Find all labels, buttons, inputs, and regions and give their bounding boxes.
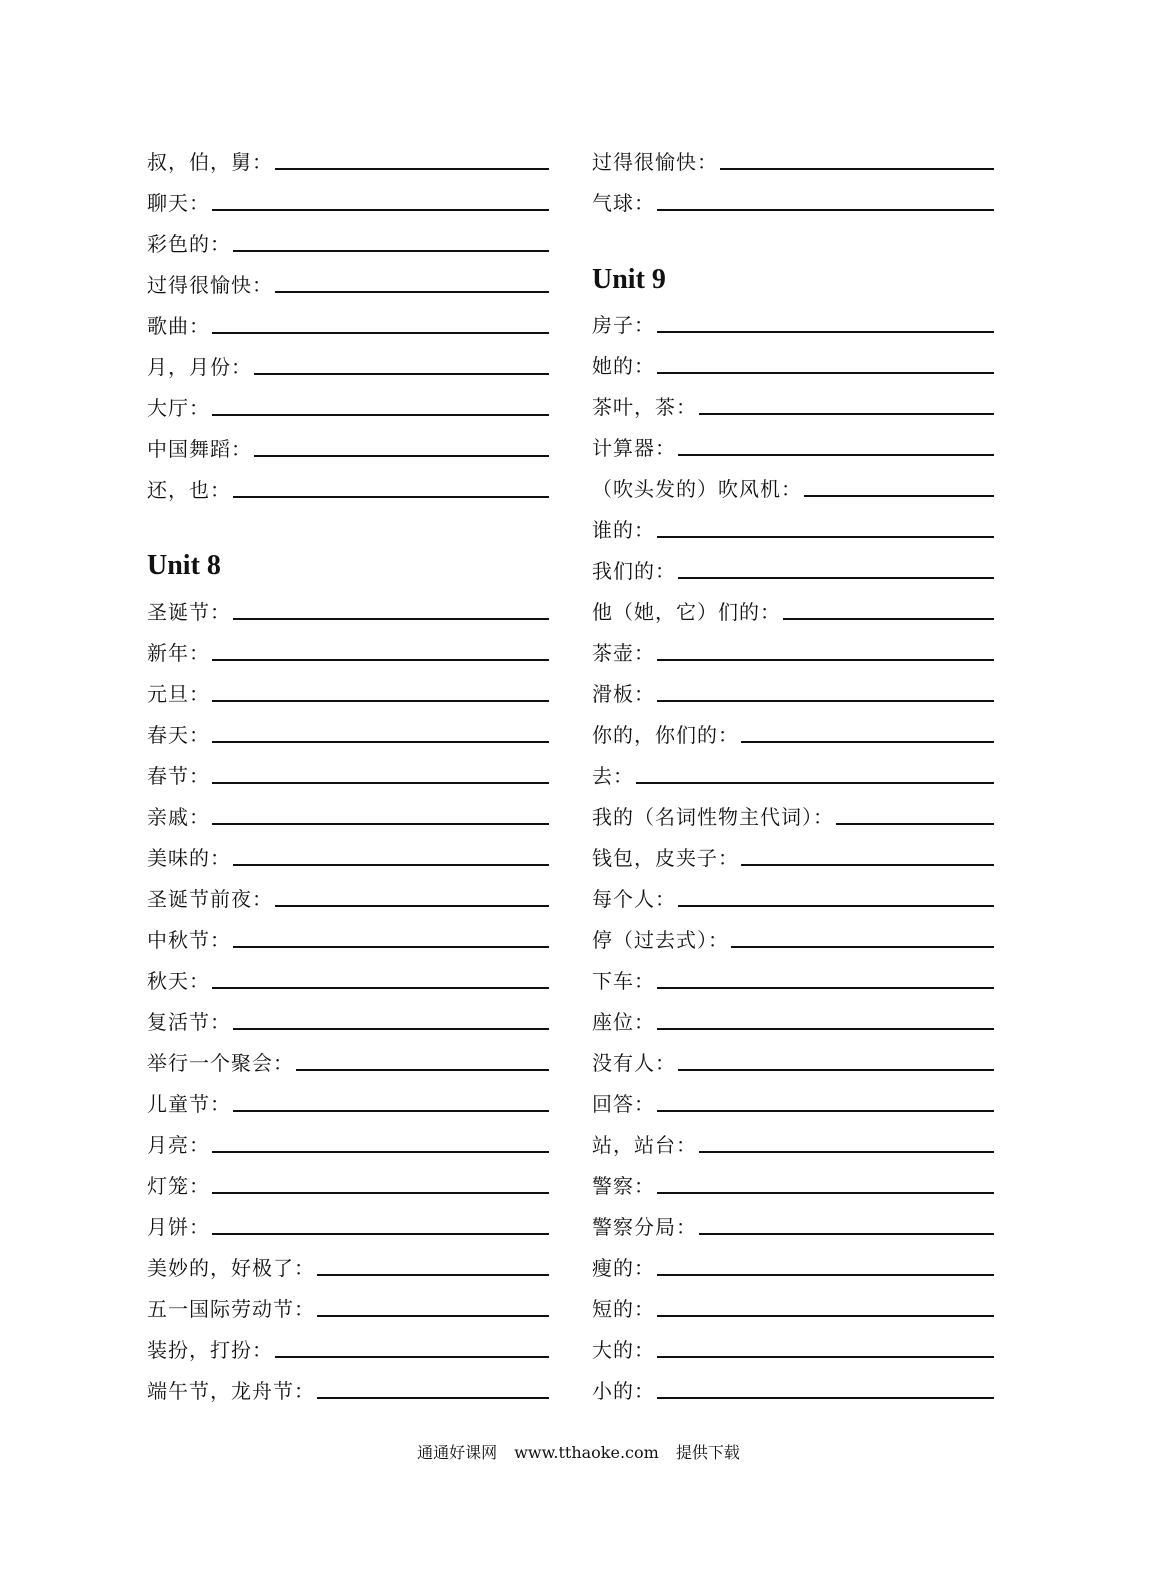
vocab-label: 下车：: [592, 969, 655, 993]
vocab-label: 气球：: [592, 191, 655, 215]
vocab-label: 房子：: [592, 313, 655, 337]
vocab-row: [147, 1127, 549, 1157]
vocab-label: 中秋节：: [147, 928, 231, 952]
answer-blank-line[interactable]: [699, 1151, 994, 1153]
vocab-label: 短的：: [592, 1297, 655, 1321]
answer-blank-line[interactable]: [233, 618, 549, 620]
answer-blank-line[interactable]: [212, 782, 549, 784]
answer-blank-line[interactable]: [275, 905, 549, 907]
vocab-row: [147, 185, 549, 215]
vocab-label: 茶叶，茶：: [592, 395, 697, 419]
vocab-row: [592, 881, 994, 911]
vocab-label: 举行一个聚会：: [147, 1051, 294, 1075]
answer-blank-line[interactable]: [212, 823, 549, 825]
answer-blank-line[interactable]: [657, 1356, 994, 1358]
vocab-row: [592, 348, 994, 378]
vocab-label: 秋天：: [147, 969, 210, 993]
answer-blank-line[interactable]: [317, 1315, 549, 1317]
answer-blank-line[interactable]: [699, 413, 994, 415]
answer-blank-line[interactable]: [657, 331, 994, 333]
vocab-row: [147, 390, 549, 420]
answer-blank-line[interactable]: [317, 1274, 549, 1276]
answer-blank-line[interactable]: [275, 1356, 549, 1358]
answer-blank-line[interactable]: [804, 495, 994, 497]
vocab-row: [147, 1250, 549, 1280]
vocab-row: [147, 472, 549, 502]
vocab-row: [592, 1004, 994, 1034]
vocab-label: 元旦：: [147, 682, 210, 706]
vocab-label: 你的，你们的：: [592, 723, 739, 747]
vocab-label: 圣诞节：: [147, 600, 231, 624]
answer-blank-line[interactable]: [657, 1274, 994, 1276]
vocab-label: 春节：: [147, 764, 210, 788]
vocab-label: 大的：: [592, 1338, 655, 1362]
vocab-row: [147, 226, 549, 256]
vocab-row: [592, 1250, 994, 1280]
vocab-row: [592, 389, 994, 419]
vocab-row: [592, 1291, 994, 1321]
answer-blank-line[interactable]: [233, 496, 549, 498]
vocab-row: [147, 431, 549, 461]
answer-blank-line[interactable]: [212, 209, 549, 211]
answer-blank-line[interactable]: [212, 1151, 549, 1153]
vocab-label: 复活节：: [147, 1010, 231, 1034]
vocab-row: [592, 963, 994, 993]
footer-url: www.tthaoke.com: [514, 1443, 659, 1462]
answer-blank-line[interactable]: [657, 1315, 994, 1317]
vocab-label: 过得很愉快：: [147, 273, 273, 297]
vocab-row: [147, 1373, 549, 1403]
vocab-label: 警察：: [592, 1174, 655, 1198]
vocab-row: [592, 799, 994, 829]
answer-blank-line[interactable]: [657, 536, 994, 538]
vocab-label: 我们的：: [592, 559, 676, 583]
answer-blank-line[interactable]: [275, 168, 549, 170]
vocab-label: 没有人：: [592, 1051, 676, 1075]
vocab-label: 站，站台：: [592, 1133, 697, 1157]
answer-blank-line[interactable]: [657, 372, 994, 374]
vocab-label: 她的：: [592, 354, 655, 378]
vocab-label: 我的（名词性物主代词）：: [592, 805, 834, 829]
vocab-label: 聊天：: [147, 191, 210, 215]
page-footer: [0, 1443, 1157, 1463]
vocab-label: 新年：: [147, 641, 210, 665]
answer-blank-line[interactable]: [212, 987, 549, 989]
vocab-label: 他（她，它）们的：: [592, 600, 781, 624]
vocab-label: 中国舞蹈：: [147, 437, 252, 461]
vocab-label: 小的：: [592, 1379, 655, 1403]
answer-blank-line[interactable]: [699, 1233, 994, 1235]
vocab-label: 叔，伯，舅：: [147, 150, 273, 174]
vocab-row: [592, 1332, 994, 1362]
answer-blank-line[interactable]: [741, 741, 994, 743]
vocab-label: 钱包，皮夹子：: [592, 846, 739, 870]
vocab-row: [592, 1168, 994, 1198]
vocab-label: （吹头发的）吹风机：: [592, 477, 802, 501]
vocab-label: 过得很愉快：: [592, 150, 718, 174]
answer-blank-line[interactable]: [720, 168, 994, 170]
answer-blank-line[interactable]: [212, 1233, 549, 1235]
vocab-label: 春天：: [147, 723, 210, 747]
answer-blank-line[interactable]: [233, 250, 549, 252]
answer-blank-line[interactable]: [657, 209, 994, 211]
vocab-row: [147, 676, 549, 706]
vocab-label: 儿童节：: [147, 1092, 231, 1116]
vocab-row: [147, 840, 549, 870]
vocab-label: 计算器：: [592, 436, 676, 460]
vocab-label: 亲戚：: [147, 805, 210, 829]
vocab-row: [592, 185, 994, 215]
answer-blank-line[interactable]: [212, 659, 549, 661]
answer-blank-line[interactable]: [657, 700, 994, 702]
vocab-row: [592, 758, 994, 788]
vocab-label: 警察分局：: [592, 1215, 697, 1239]
vocab-label: 滑板：: [592, 682, 655, 706]
vocab-row: [592, 430, 994, 460]
vocab-row: [147, 1332, 549, 1362]
vocab-label: 歌曲：: [147, 314, 210, 338]
answer-blank-line[interactable]: [657, 987, 994, 989]
answer-blank-line[interactable]: [254, 373, 549, 375]
footer-suffix: 提供下载: [675, 1443, 740, 1462]
vocab-row: [147, 349, 549, 379]
vocab-label: 大厅：: [147, 396, 210, 420]
answer-blank-line[interactable]: [233, 864, 549, 866]
vocab-label: 每个人：: [592, 887, 676, 911]
vocab-row: [147, 267, 549, 297]
vocab-row: [147, 1209, 549, 1239]
vocab-label: 彩色的：: [147, 232, 231, 256]
vocab-row: [147, 1045, 549, 1075]
vocab-row: [147, 758, 549, 788]
vocab-row: [592, 307, 994, 337]
unit-9-heading: Unit 9: [592, 264, 666, 295]
vocab-row: [147, 1086, 549, 1116]
vocab-row: [147, 1004, 549, 1034]
vocab-row: [592, 1127, 994, 1157]
vocab-label: 装扮，打扮：: [147, 1338, 273, 1362]
answer-blank-line[interactable]: [657, 659, 994, 661]
answer-blank-line[interactable]: [678, 905, 994, 907]
vocab-label: 茶壶：: [592, 641, 655, 665]
answer-blank-line[interactable]: [678, 454, 994, 456]
vocab-row: [592, 512, 994, 542]
answer-blank-line[interactable]: [836, 823, 994, 825]
vocab-label: 圣诞节前夜：: [147, 887, 273, 911]
answer-blank-line[interactable]: [678, 577, 994, 579]
vocab-label: 灯笼：: [147, 1174, 210, 1198]
answer-blank-line[interactable]: [212, 332, 549, 334]
answer-blank-line[interactable]: [212, 414, 549, 416]
vocab-row: [592, 635, 994, 665]
vocab-label: 瘦的：: [592, 1256, 655, 1280]
vocab-row: [147, 881, 549, 911]
answer-blank-line[interactable]: [254, 455, 549, 457]
answer-blank-line[interactable]: [233, 1028, 549, 1030]
answer-blank-line[interactable]: [657, 1397, 994, 1399]
answer-blank-line[interactable]: [233, 1110, 549, 1112]
answer-blank-line[interactable]: [657, 1028, 994, 1030]
vocab-row: [592, 1086, 994, 1116]
answer-blank-line[interactable]: [678, 1069, 994, 1071]
vocab-row: [592, 1209, 994, 1239]
answer-blank-line[interactable]: [317, 1397, 549, 1399]
vocab-row: [147, 308, 549, 338]
vocab-row: [592, 1045, 994, 1075]
answer-blank-line[interactable]: [212, 1192, 549, 1194]
vocab-row: [592, 676, 994, 706]
answer-blank-line[interactable]: [657, 1192, 994, 1194]
vocab-row: [147, 635, 549, 665]
answer-blank-line[interactable]: [741, 864, 994, 866]
vocab-row: [147, 144, 549, 174]
vocab-row: [147, 1291, 549, 1321]
answer-blank-line[interactable]: [731, 946, 994, 948]
answer-blank-line[interactable]: [783, 618, 994, 620]
vocab-label: 停（过去式）：: [592, 928, 729, 952]
footer-site-name: 通通好课网: [417, 1443, 498, 1462]
answer-blank-line[interactable]: [657, 1110, 994, 1112]
vocab-label: 谁的：: [592, 518, 655, 542]
answer-blank-line[interactable]: [212, 741, 549, 743]
vocab-row: [147, 1168, 549, 1198]
vocab-row: [147, 963, 549, 993]
answer-blank-line[interactable]: [212, 700, 549, 702]
vocab-row: [592, 922, 994, 952]
vocab-label: 五一国际劳动节：: [147, 1297, 315, 1321]
vocab-label: 端午节，龙舟节：: [147, 1379, 315, 1403]
vocab-row: [592, 1373, 994, 1403]
unit-8-heading: Unit 8: [147, 550, 221, 581]
answer-blank-line[interactable]: [233, 946, 549, 948]
vocab-label: 还，也：: [147, 478, 231, 502]
answer-blank-line[interactable]: [275, 291, 549, 293]
answer-blank-line[interactable]: [636, 782, 994, 784]
vocab-row: [147, 594, 549, 624]
vocab-row: [592, 144, 994, 174]
vocab-row: [592, 471, 994, 501]
vocab-label: 去：: [592, 764, 634, 788]
vocab-label: 美味的：: [147, 846, 231, 870]
vocab-label: 月饼：: [147, 1215, 210, 1239]
vocab-label: 座位：: [592, 1010, 655, 1034]
vocab-label: 月，月份：: [147, 355, 252, 379]
vocab-row: [592, 553, 994, 583]
vocab-label: 回答：: [592, 1092, 655, 1116]
answer-blank-line[interactable]: [296, 1069, 549, 1071]
vocab-row: [147, 922, 549, 952]
vocab-row: [592, 840, 994, 870]
vocab-label: 美妙的，好极了：: [147, 1256, 315, 1280]
vocab-row: [592, 717, 994, 747]
vocab-row: [147, 717, 549, 747]
vocab-label: 月亮：: [147, 1133, 210, 1157]
vocab-row: [147, 799, 549, 829]
vocab-row: [592, 594, 994, 624]
